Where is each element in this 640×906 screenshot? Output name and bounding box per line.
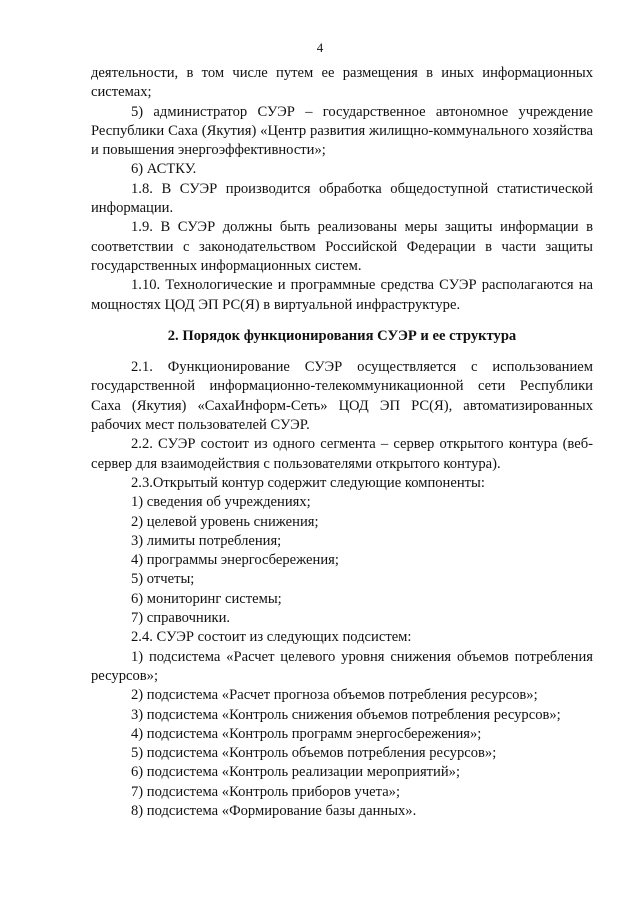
list-item-5: 5) администратор СУЭР – государственное автономное учреждение Республики Саха (Якутия) «Центр развития жилищно-коммунального хозяйства и повышения энергоэффективности»;	[91, 103, 593, 159]
subsystem-item: 5) подсистема «Контроль объемов потребления ресурсов»;	[131, 745, 497, 762]
subsystem-item: 2) подсистема «Расчет прогноза объемов потребления ресурсов»;	[131, 687, 538, 704]
page-body	[91, 64, 593, 821]
subsystem-item: 4) подсистема «Контроль программ энергосбережения»;	[131, 725, 482, 742]
subsystem-item: 1) подсистема «Расчет целевого уровня снижения объемов потребления ресурсов»;	[91, 648, 593, 684]
list-item-6: 6) АСТКУ.	[131, 161, 197, 178]
paragraph-1-10: 1.10. Технологические и программные средства СУЭР располагаются на мощностях ЦОД ЭП РС(Я) в виртуальной инфраструктуре.	[91, 277, 593, 313]
paragraph-1-9: 1.9. В СУЭР должны быть реализованы меры защиты информации в соответствии с законодательством Российской Федерации в части защиты государственных информационных систем.	[91, 219, 593, 274]
component-item: 4) программы энергосбережения;	[131, 552, 339, 569]
paragraph-1-8: 1.8. В СУЭР производится обработка общедоступной статистической информации.	[91, 180, 593, 217]
page-number: 4	[316, 40, 324, 55]
component-item: 3) лимиты потребления;	[131, 532, 282, 549]
paragraph-2-2: 2.2. СУЭР состоит из одного сегмента – сервер открытого контура (веб-сервер для взаимодействия с пользователями открытого контура).	[91, 436, 593, 472]
paragraph-continuation: деятельности, в том числе путем ее размещения в иных информационных системах;	[91, 65, 593, 101]
component-item: 5) отчеты;	[131, 571, 195, 588]
component-item: 2) целевой уровень снижения;	[131, 513, 319, 530]
paragraph-2-3: 2.3.Открытый контур содержит следующие компоненты:	[131, 474, 485, 491]
component-item: 6) мониторинг системы;	[131, 590, 282, 607]
subsystems-list	[91, 648, 593, 822]
subsystem-item: 3) подсистема «Контроль снижения объемов потребления ресурсов»;	[131, 706, 561, 723]
subsystem-item: 8) подсистема «Формирование базы данных».	[131, 802, 417, 819]
component-item: 7) справочники.	[131, 610, 231, 627]
subsystem-item: 6) подсистема «Контроль реализации мероприятий»;	[131, 764, 461, 781]
components-list	[91, 493, 593, 628]
subsystem-item: 7) подсистема «Контроль приборов учета»;	[131, 783, 401, 800]
paragraph-2-4: 2.4. СУЭР состоит из следующих подсистем:	[131, 629, 412, 646]
paragraph-2-1: 2.1. Функционирование СУЭР осуществляется с использованием государственной информационно-телекоммуникационной сети Республики Саха (Якутия) «СахаИнформ-Сеть» ЦОД ЭП РС(Я), автоматизированных рабочих мест пользователей СУЭР.	[91, 359, 593, 434]
section-heading: 2. Порядок функционирования СУЭР и ее структура	[167, 327, 517, 344]
component-item: 1) сведения об учреждениях;	[131, 494, 311, 511]
